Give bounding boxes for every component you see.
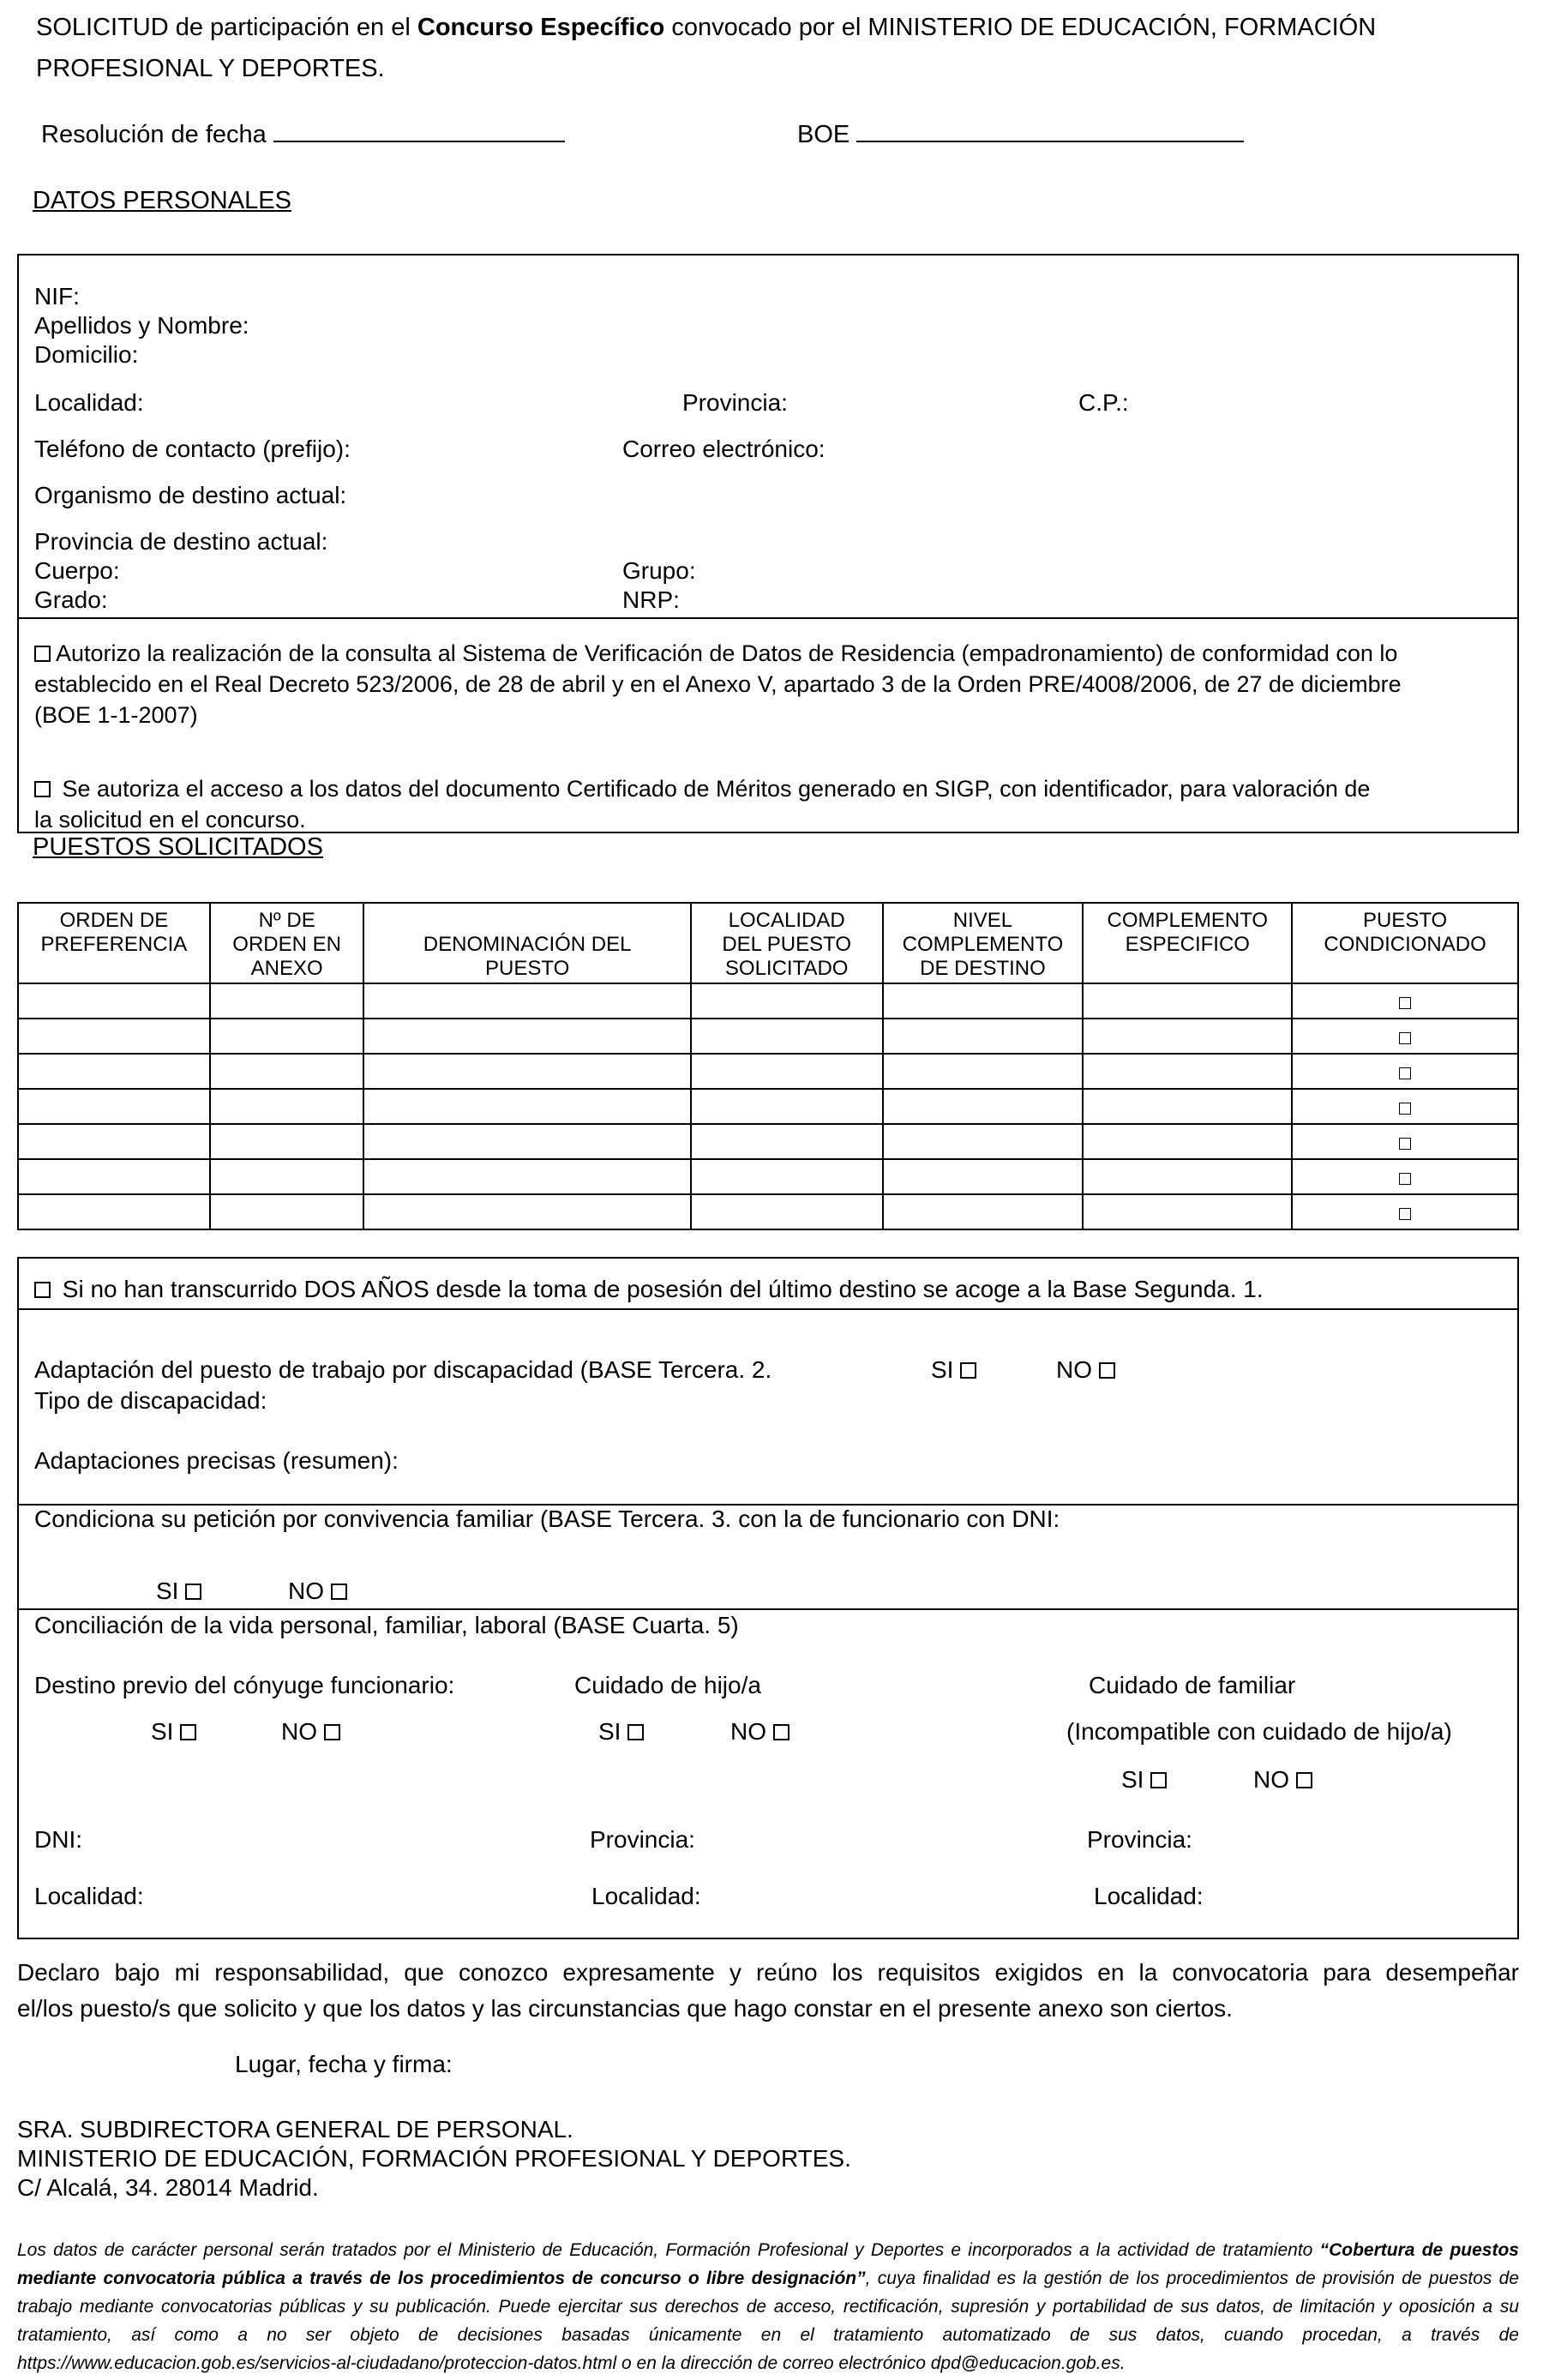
table-cell[interactable]: [363, 1089, 690, 1124]
conyuge-no[interactable]: NO: [281, 1718, 345, 1746]
resolucion-field[interactable]: Resolución de fecha: [41, 120, 565, 149]
dos-anos-option[interactable]: Si no han transcurrido DOS AÑOS desde la toma de posesión del último destino se acoge a la Base Segunda. 1.: [34, 1276, 1264, 1303]
table-cell[interactable]: [691, 1124, 883, 1159]
convivencia-si[interactable]: SI: [156, 1578, 207, 1605]
checkbox-icon[interactable]: [1399, 1208, 1411, 1220]
table-cell[interactable]: [363, 1124, 690, 1159]
privacy-notice: Los datos de carácter personal serán tratados por el Ministerio de Educación, Formación Profesional y Deportes e incorporados a la actividad de tratamiento “Cobertura de puestos mediante convocatoria pública a través de los procedimientos de concurso o libre designación”, cuya finalidad es la gestión de los procedimientos de provisión de puestos de trabajo mediante convocatorias públicas y su publicación. Puede ejercitar sus derechos de acceso, rectificación, supresión y portabilidad de sus datos, de limitación y oposición a su tratamiento, así como a no ser objeto de decisiones basadas únicamente en el tratamiento automatizado de sus datos, cuando procedan, a través de https://www.educacion.gob.es/servicios-al-ciudadano/proteccion-datos.html o en la dirección de correo electrónico dpd@educacion.gob.es.: [17, 2240, 1520, 2373]
table-cell[interactable]: [1083, 983, 1292, 1019]
incompatible-note: (Incompatible con cuidado de hijo/a): [1066, 1718, 1452, 1745]
table-row: [18, 983, 1518, 1019]
puestos-table: [17, 902, 1519, 1230]
provincia-destino-field[interactable]: Provincia de destino actual:: [34, 528, 328, 555]
table-cell[interactable]: [363, 983, 690, 1019]
nrp-field[interactable]: NRP:: [622, 586, 680, 613]
table-cell[interactable]: [363, 1194, 690, 1229]
checkbox-icon[interactable]: [180, 1724, 196, 1740]
table-cell[interactable]: [363, 1019, 690, 1054]
puestos-title: PUESTOS SOLICITADOS: [33, 833, 323, 861]
puesto-condicionado-cell[interactable]: [1292, 1159, 1518, 1194]
table-cell[interactable]: [1083, 1159, 1292, 1194]
correo-field[interactable]: Correo electrónico:: [622, 436, 826, 462]
hijo-si[interactable]: SI: [598, 1718, 649, 1746]
table-cell[interactable]: [210, 1089, 364, 1124]
divider: [17, 1608, 1519, 1610]
cuidado-familiar-label: Cuidado de familiar: [1089, 1672, 1296, 1698]
puesto-condicionado-cell[interactable]: [1292, 1124, 1518, 1159]
conyuge-si[interactable]: SI: [151, 1718, 201, 1746]
adaptacion-label: Adaptación del puesto de trabajo por discapacidad (BASE Tercera. 2.: [34, 1356, 772, 1383]
table-cell[interactable]: [210, 983, 364, 1019]
table-cell[interactable]: [691, 1019, 883, 1054]
puesto-condicionado-cell[interactable]: [1292, 1194, 1518, 1229]
col-localidad: LOCALIDAD DEL PUESTO SOLICITADO: [691, 903, 883, 983]
telefono-field[interactable]: Teléfono de contacto (prefijo):: [34, 436, 351, 462]
table-cell[interactable]: [18, 1089, 210, 1124]
table-cell[interactable]: [18, 1194, 210, 1229]
checkbox-icon[interactable]: [1399, 1138, 1411, 1150]
col-complemento: COMPLEMENTO ESPECIFICO: [1083, 903, 1292, 983]
table-cell[interactable]: [210, 1124, 364, 1159]
declaration-text: Declaro bajo mi responsabilidad, que conozco expresamente y reúno los requisitos exigidos en la convocatoria para desempeñar el/los puesto/s que solicito y que los datos y las circunstancias que hago constar en el presente anexo son ciertos.: [17, 1959, 1519, 2022]
table-cell[interactable]: [363, 1159, 690, 1194]
puesto-condicionado-cell[interactable]: [1292, 1089, 1518, 1124]
addressee-line-2: MINISTERIO DE EDUCACIÓN, FORMACIÓN PROFESIONAL Y DEPORTES.: [17, 2145, 851, 2172]
table-row: [18, 1089, 1518, 1124]
table-cell[interactable]: [883, 1054, 1084, 1089]
table-cell[interactable]: [1083, 1124, 1292, 1159]
checkbox-icon[interactable]: [1399, 997, 1411, 1009]
dni-field[interactable]: DNI:: [34, 1826, 82, 1853]
table-cell[interactable]: [883, 1124, 1084, 1159]
provincia-familiar-field[interactable]: Provincia:: [1087, 1826, 1192, 1853]
table-cell[interactable]: [210, 1194, 364, 1229]
familiar-no[interactable]: NO: [1253, 1766, 1318, 1794]
table-row: [18, 1194, 1518, 1229]
table-cell[interactable]: [883, 983, 1084, 1019]
table-cell[interactable]: [691, 983, 883, 1019]
table-cell[interactable]: [18, 1054, 210, 1089]
checkbox-icon[interactable]: [34, 1282, 51, 1298]
datos-personales-title: DATOS PERSONALES: [33, 187, 291, 214]
table-cell[interactable]: [883, 1089, 1084, 1124]
cuerpo-field[interactable]: Cuerpo:: [34, 557, 120, 584]
table-cell[interactable]: [691, 1194, 883, 1229]
table-cell[interactable]: [18, 1019, 210, 1054]
checkbox-icon[interactable]: [185, 1584, 201, 1600]
table-cell[interactable]: [18, 1124, 210, 1159]
table-cell[interactable]: [691, 1159, 883, 1194]
checkbox-icon[interactable]: [331, 1584, 347, 1600]
cp-field[interactable]: C.P.:: [1078, 389, 1129, 416]
localidad-field[interactable]: Localidad:: [34, 389, 144, 416]
table-cell[interactable]: [1083, 1019, 1292, 1054]
col-denominacion: DENOMINACIÓN DEL PUESTO: [363, 903, 690, 983]
localidad-conyuge-field[interactable]: Localidad:: [591, 1883, 701, 1909]
puesto-condicionado-cell[interactable]: [1292, 1054, 1518, 1089]
table-row: [18, 1159, 1518, 1194]
table-cell[interactable]: [883, 1019, 1084, 1054]
checkbox-icon[interactable]: [1099, 1362, 1115, 1379]
adaptacion-si[interactable]: SI: [931, 1356, 982, 1384]
localidad-dni-field[interactable]: Localidad:: [34, 1883, 144, 1909]
tipo-discapacidad-field[interactable]: Tipo de discapacidad:: [34, 1387, 267, 1414]
addressee-line-1: SRA. SUBDIRECTORA GENERAL DE PERSONAL.: [17, 2116, 573, 2143]
puesto-condicionado-cell[interactable]: [1292, 1019, 1518, 1054]
table-cell[interactable]: [210, 1019, 364, 1054]
cuidado-hijo-label: Cuidado de hijo/a: [574, 1672, 761, 1698]
checkbox-icon[interactable]: [34, 646, 51, 662]
addressee-line-3: C/ Alcalá, 34. 28014 Madrid.: [17, 2174, 319, 2201]
col-numero-orden: Nº DE ORDEN EN ANEXO: [210, 903, 364, 983]
puesto-condicionado-cell[interactable]: [1292, 983, 1518, 1019]
checkbox-icon[interactable]: [1399, 1103, 1411, 1115]
table-cell[interactable]: [1083, 1194, 1292, 1229]
localidad-familiar-field[interactable]: Localidad:: [1094, 1883, 1204, 1909]
apellidos-field[interactable]: Apellidos y Nombre:: [34, 312, 249, 339]
intro-line-2: PROFESIONAL Y DEPORTES.: [36, 55, 385, 82]
checkbox-icon[interactable]: [1399, 1032, 1411, 1044]
familiar-si[interactable]: SI: [1121, 1766, 1172, 1794]
checkbox-icon[interactable]: [1150, 1772, 1167, 1788]
table-cell[interactable]: [18, 1159, 210, 1194]
checkbox-icon[interactable]: [1296, 1772, 1312, 1788]
table-cell[interactable]: [883, 1194, 1084, 1229]
table-cell[interactable]: [1083, 1089, 1292, 1124]
table-cell[interactable]: [883, 1159, 1084, 1194]
col-nivel: NIVEL COMPLEMENTO DE DESTINO: [883, 903, 1084, 983]
checkbox-icon[interactable]: [34, 781, 51, 797]
grado-field[interactable]: Grado:: [34, 586, 108, 613]
intro-line-1: SOLICITUD de participación en el Concurso Específico convocado por el MINISTERIO DE EDUCACIÓN, FORMACIÓN: [36, 14, 1377, 41]
auth-certificado[interactable]: Se autoriza el acceso a los datos del documento Certificado de Méritos generado en SIGP, con identificador, para valoración de la solicitud en el concurso.: [34, 776, 1371, 832]
col-orden-preferencia: ORDEN DE PREFERENCIA: [18, 903, 210, 983]
table-row: [18, 1054, 1518, 1089]
provincia-field[interactable]: Provincia:: [682, 389, 788, 416]
divider: [17, 1308, 1519, 1310]
checkbox-icon[interactable]: [1399, 1067, 1411, 1079]
nif-field[interactable]: NIF:: [34, 283, 80, 310]
table-cell[interactable]: [18, 983, 210, 1019]
table-row: [18, 1019, 1518, 1054]
col-condicionado: PUESTO CONDICIONADO: [1292, 903, 1518, 983]
provincia-conyuge-field[interactable]: Provincia:: [590, 1826, 695, 1853]
divider: [17, 617, 1519, 619]
checkbox-icon[interactable]: [773, 1724, 790, 1740]
adaptaciones-field[interactable]: Adaptaciones precisas (resumen):: [34, 1447, 399, 1474]
domicilio-field[interactable]: Domicilio:: [34, 341, 139, 368]
destino-conyuge-label: Destino previo del cónyuge funcionario:: [34, 1672, 455, 1698]
table-cell[interactable]: [210, 1054, 364, 1089]
checkbox-icon[interactable]: [960, 1362, 976, 1379]
conciliacion-label: Conciliación de la vida personal, familiar, laboral (BASE Cuarta. 5): [34, 1612, 739, 1638]
checkbox-icon[interactable]: [627, 1724, 644, 1740]
table-cell[interactable]: [363, 1054, 690, 1089]
table-header-row: [18, 903, 1518, 983]
adaptacion-no[interactable]: NO: [1056, 1356, 1120, 1384]
auth-residencia[interactable]: Autorizo la realización de la consulta al Sistema de Verificación de Datos de Residencia (empadronamiento) de conformidad con lo establecido en el Real Decreto 523/2006, de 28 de abril y en el Anexo V, apartado 3 de la Orden PRE/4008/2006, de 27 de diciembre (BOE 1-1-2007): [34, 640, 1402, 728]
organismo-field[interactable]: Organismo de destino actual:: [34, 482, 347, 508]
boe-field[interactable]: BOE: [797, 120, 1244, 149]
table-row: [18, 1124, 1518, 1159]
convivencia-label: Condiciona su petición por convivencia familiar (BASE Tercera. 3. con la de funcionario con DNI:: [34, 1506, 1060, 1532]
table-cell[interactable]: [691, 1054, 883, 1089]
convivencia-no[interactable]: NO: [288, 1578, 352, 1605]
grupo-field[interactable]: Grupo:: [622, 557, 696, 584]
table-cell[interactable]: [1083, 1054, 1292, 1089]
checkbox-icon[interactable]: [324, 1724, 340, 1740]
table-cell[interactable]: [210, 1159, 364, 1194]
checkbox-icon[interactable]: [1399, 1173, 1411, 1185]
lugar-fecha-firma[interactable]: Lugar, fecha y firma:: [235, 2051, 453, 2077]
table-cell[interactable]: [691, 1089, 883, 1124]
hijo-no[interactable]: NO: [730, 1718, 795, 1746]
